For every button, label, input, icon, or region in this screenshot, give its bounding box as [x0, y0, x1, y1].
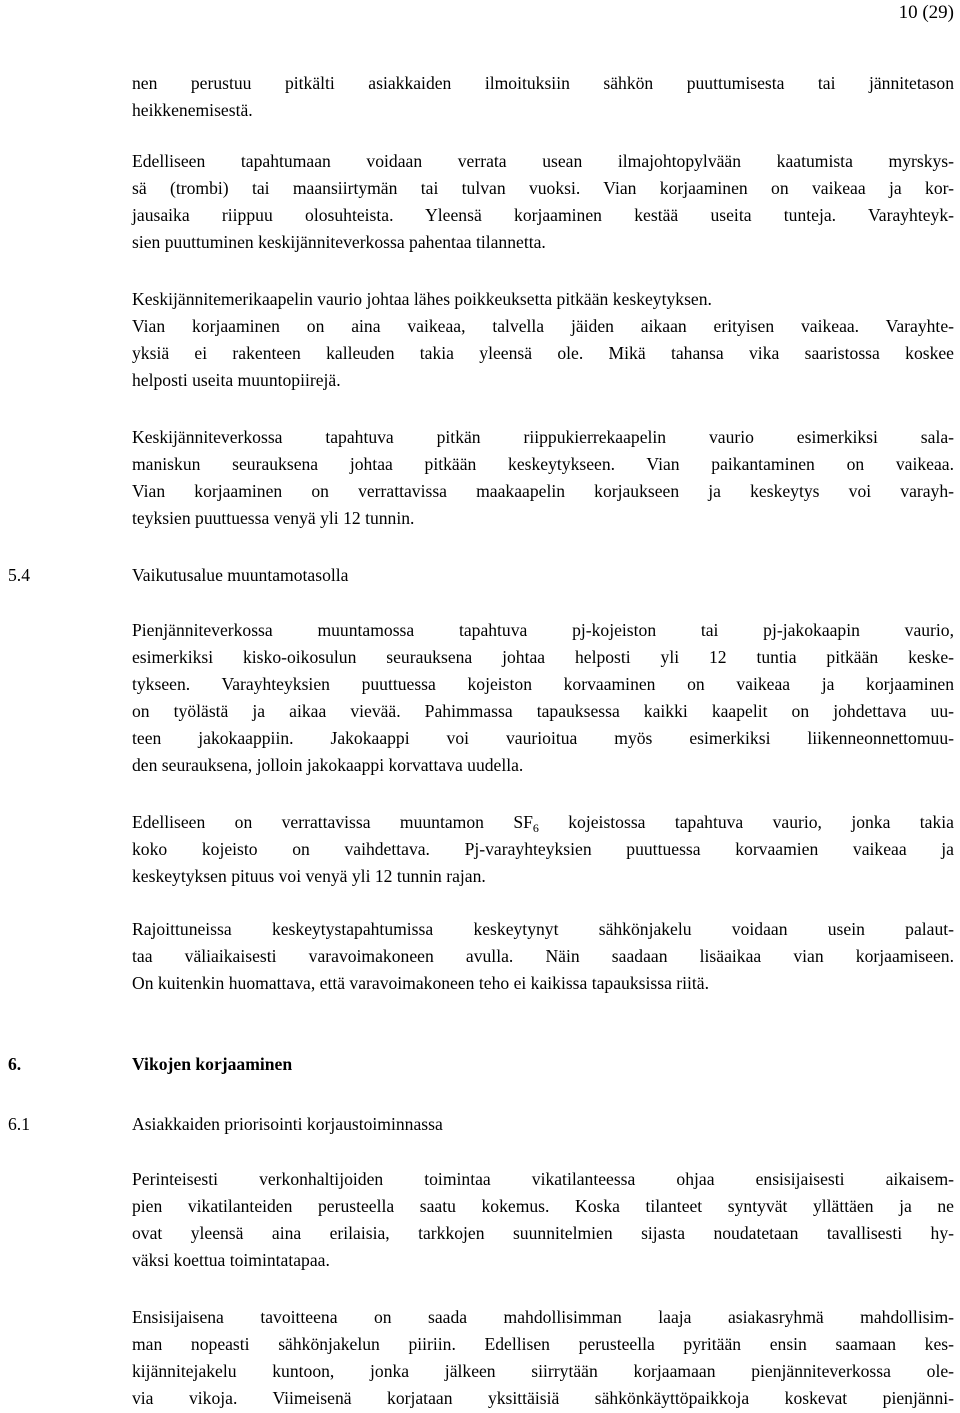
text-line: esimerkiksi kisko-oikosulun seurauksena johtaa helposti yli 12 tuntia pitkään keske- — [132, 647, 954, 667]
paragraph-8 — [132, 1166, 954, 1274]
section-heading-6-1 — [8, 1111, 443, 1138]
text-line: taa väliaikaisesti varavoimakoneen avulla. Näin saadaan lisäaikaa vian korjaamiseen. — [132, 946, 954, 966]
text-line: Vian korjaaminen on verrattavissa maakaapelin korjaukseen ja keskeytys voi varayh- — [132, 481, 954, 501]
text-line: ovat yleensä aina erilaisia, tarkkojen suunnitelmien sijasta noudatetaan tavallisesti hy- — [132, 1223, 954, 1243]
text-line: sä (trombi) tai maansiirtymän tai tulvan vuoksi. Vian korjaaminen on vaikeaa ja kor- — [132, 178, 954, 198]
section-title: Asiakkaiden priorisointi korjaustoiminnassa — [132, 1114, 443, 1134]
text-line: kijännitejakelu kuntoon, jonka jälkeen siirrytään korjaamaan pienjänniteverkossa ole- — [132, 1361, 954, 1381]
section-number: 6. — [8, 1054, 22, 1074]
text-fragment: Edelliseen on verrattavissa muuntamon SF — [132, 812, 533, 832]
paragraph-2 — [132, 148, 954, 256]
paragraph-6 — [132, 809, 954, 890]
text-line — [132, 809, 954, 836]
text-line: on työlästä ja aikaa vievää. Pahimmassa tapauksessa kaikki kaapelit on johdettava uu- — [132, 701, 954, 721]
text-line: Edelliseen tapahtumaan voidaan verrata usean ilmajohtopylvään kaatumista myrskys- — [132, 151, 954, 171]
paragraph-4 — [132, 424, 954, 532]
text-line: keskeytyksen pituus voi venyä yli 12 tunnin rajan. — [132, 866, 486, 886]
text-line: man nopeasti sähkönjakelun piiriin. Edellisen perusteella pyritään ensin saamaan kes- — [132, 1334, 954, 1354]
text-line: Keskijännitemerikaapelin vaurio johtaa lähes poikkeuksetta pitkään keskeytyksen. — [132, 289, 712, 309]
text-line: helposti useita muuntopiirejä. — [132, 370, 341, 390]
subscript: 6 — [532, 821, 539, 835]
section-title: Vikojen korjaaminen — [132, 1054, 293, 1074]
text-line: Rajoittuneissa keskeytystapahtumissa keskeytynyt sähkönjakelu voidaan usein palaut- — [132, 919, 954, 939]
text-line: Ensisijaisena tavoitteena on saada mahdollisimman laaja asiakasryhmä mahdollisim- — [132, 1307, 954, 1327]
paragraph-5 — [132, 617, 954, 779]
text-line: sien puuttuminen keskijänniteverkossa pahentaa tilannetta. — [132, 232, 546, 252]
text-line: teyksien puuttuessa venyä yli 12 tunnin. — [132, 508, 415, 528]
text-line: väksi koettua toimintatapaa. — [132, 1250, 330, 1270]
text-line: Pienjänniteverkossa muuntamossa tapahtuva pj-kojeiston tai pj-jakokaapin vaurio, — [132, 620, 954, 640]
section-number: 5.4 — [8, 565, 30, 585]
page-number: 10 (29) — [898, 2, 954, 23]
text-line: jausaika riippuu olosuhteista. Yleensä korjaaminen kestää useita tunteja. Varayhteyk- — [132, 205, 954, 225]
text-line: pien vikatilanteiden perusteella saatu kokemus. Koska tilanteet syntyvät yllättäen ja ne — [132, 1196, 954, 1216]
text-line: maniskun seurauksena johtaa pitkään keskeytykseen. Vian paikantaminen on vaikeaa. — [132, 454, 954, 474]
section-heading-5-4 — [8, 562, 348, 589]
paragraph-1 — [132, 70, 954, 124]
text-line: koko kojeisto on vaihdettava. Pj-varayhteyksien puuttuessa korvaamien vaikeaa ja — [132, 839, 954, 859]
text-line: tykseen. Varayhteyksien puuttuessa kojeiston korvaaminen on vaikeaa ja korjaaminen — [132, 674, 954, 694]
text-fragment: kojeistossa tapahtuva vaurio, jonka takia — [538, 812, 954, 832]
paragraph-7 — [132, 916, 954, 997]
paragraph-3 — [132, 286, 954, 394]
text-line: Perinteisesti verkonhaltijoiden toimintaa vikatilanteessa ohjaa ensisijaisesti aikaisem- — [132, 1169, 954, 1189]
section-heading-6 — [8, 1051, 292, 1078]
text-line: On kuitenkin huomattava, että varavoimakoneen teho ei kaikissa tapauksissa riitä. — [132, 973, 710, 993]
text-line: heikkenemisestä. — [132, 100, 253, 120]
text-line: den seurauksena, jolloin jakokaappi korvattava uudella. — [132, 755, 524, 775]
text-line: Keskijänniteverkossa tapahtuva pitkän riippukierrekaapelin vaurio esimerkiksi sala- — [132, 427, 954, 447]
section-number: 6.1 — [8, 1114, 30, 1134]
paragraph-9 — [132, 1304, 954, 1412]
section-title: Vaikutusalue muuntamotasolla — [132, 565, 349, 585]
text-line: nen perustuu pitkälti asiakkaiden ilmoituksiin sähkön puuttumisesta tai jännitetason — [132, 73, 954, 93]
text-line: yksiä ei rakenteen kalleuden takia yleensä ole. Mikä tahansa vika saaristossa koskee — [132, 343, 954, 363]
text-line: via vikoja. Viimeisenä korjataan yksittäisiä sähkönkäyttöpaikkoja koskevat pienjänni- — [132, 1388, 954, 1408]
text-line: teen jakokaappiin. Jakokaappi voi vaurioitua myös esimerkiksi liikenneonnettomuu- — [132, 728, 954, 748]
text-line: Vian korjaaminen on aina vaikeaa, talvella jäiden aikaan erityisen vaikeaa. Varayhte- — [132, 316, 954, 336]
